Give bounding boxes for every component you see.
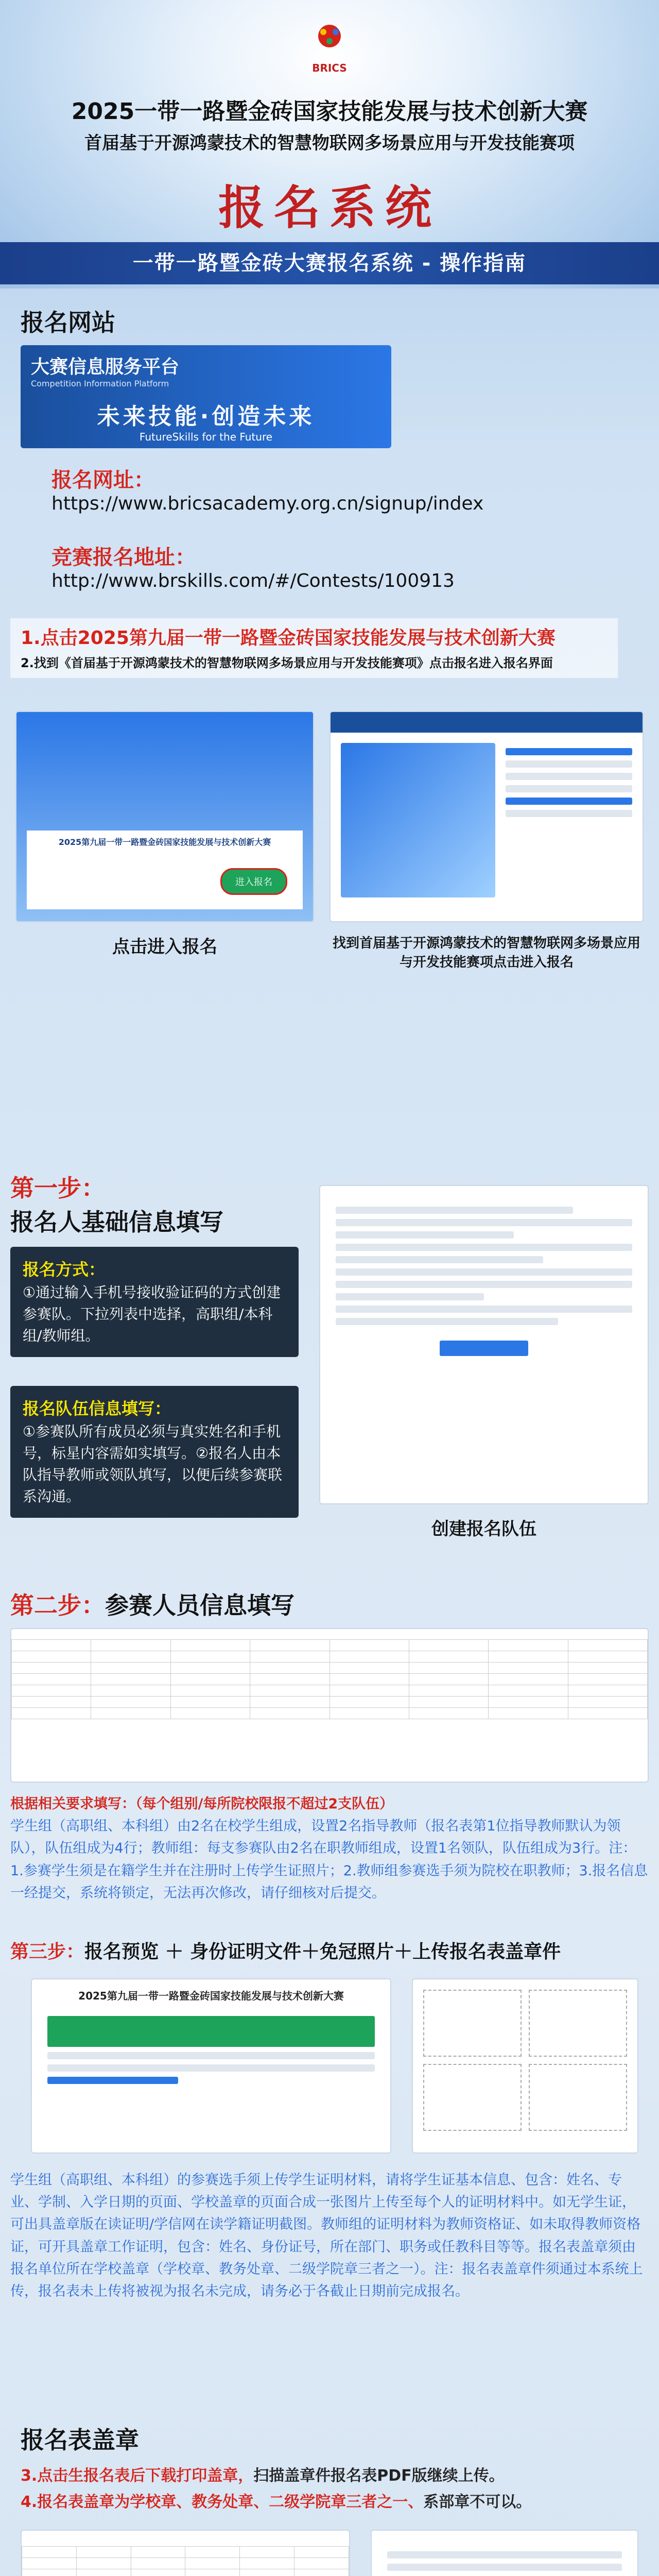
contest-shot-body [27,853,303,909]
upload-proof-body [372,2531,637,2576]
step-two-note-title: 根据相关要求填写：（每个组别/每所院校限报不超过2支队伍） [10,1796,394,1812]
step-one-section [0,1170,659,1582]
upload-proof-screenshot [371,2530,638,2576]
hero-title: 2025一带一路暨金砖国家技能发展与技术创新大赛 [71,98,588,125]
platform-banner [21,345,391,448]
enter-signup-button[interactable]: 进入报名 [220,868,287,895]
website-title: 报名网站 [21,309,115,336]
form-sample-screenshot [21,2530,350,2576]
list-items [506,743,632,897]
stamp-section [0,2421,659,2576]
website-steps [10,618,618,678]
box1-title: 报名方式： [23,1260,106,1279]
stamp-line1b: 扫描盖章件报名表PDF版继续上传。 [253,2467,505,2485]
cert-label: 竞赛报名地址： [51,546,196,569]
step-one-box-1 [10,1247,299,1357]
create-team-form [320,1186,648,1387]
logo-text: BRICS [312,62,347,74]
step-three-note: 学生组（高职组、本科组）的参赛选手须上传学生证明材料，请将学生证基本信息、包含：姓名、专业、学制、入学日期的页面、学校盖章的页面合成一张图片上传至每个人的证明材料中。如无学生证，可出具盖章版在读证明/学信网在读学籍证明截图。教师组的证明材料为教师资格证、如未取得教师资格证，可开具盖章工作证明，包含：姓名、身份证号，所在部门、职务或任教科目等等。报名表盖章须由报名单位所在学校盖章（学校章、教务处章、二级学院章三者之一）。注：报名表盖章件须通过本系统上传，报名表未上传将被视为报名未完成，请务必于各截止日期前完成报名。 [10,2172,643,2299]
hero [0,0,659,289]
banner-sub: Competition Information Platform [31,379,169,388]
stamp-title: 报名表盖章 [21,2426,139,2454]
banner-slogan: 未来技能·创造未来 [97,403,315,430]
stamp-lines [21,2463,649,2515]
cert-url[interactable]: http://www.brskills.com/#/Contests/100913 [51,570,455,591]
step-two-section [0,1587,659,1901]
cert-block [51,541,455,591]
list-body [331,733,643,908]
hero-main-title: 报名系统 [218,181,441,235]
step-two-title: 第二步：参赛人员信息填写 [10,1591,294,1619]
preview-shot-body [32,2016,390,2084]
step-one-box-2 [10,1386,299,1518]
preview-shot-title: 2025第九届一带一路暨金砖国家技能发展与技术创新大赛 [78,1990,344,2002]
website-caption-left: 点击进入报名 [112,937,217,957]
stamp-line2b: 系部章不可以。 [423,2493,532,2511]
guide-band: 一带一路暨金砖大赛报名系统 - 操作指南 [0,242,659,284]
brics-logo [304,21,355,74]
preview-screenshot [31,1978,391,2154]
step-three-title: 第三步：报名预览 ＋ 身份证明文件＋免冠照片＋上传报名表盖章件 [10,1941,561,1962]
website-section [0,299,659,1133]
member-table-screenshot [10,1628,649,1783]
step-three-section [0,1937,659,2401]
list-header [331,712,643,733]
create-team-caption: 创建报名队伍 [431,1519,536,1539]
signup-url[interactable]: https://www.bricsacademy.org.cn/signup/index [51,493,484,514]
step-two-note [10,1793,649,1904]
step-one-title: 第一步： 报名人基础信息填写 [10,1174,223,1236]
step-two-note-text: 学生组（高职组、本科组）由2名在校学生组成，设置2名指导教师（报名表第1位指导教师默认为领队），队伍组成为4行；教师组：每支参赛队由2名在职教师组成，设置1名领队，队伍组成为3行。注：1.参赛学生须是在籍学生并在注册时上传学生证照片；2.教师组参赛选手须为院校在职教师；3.报名信息一经提交，系统将锁定，无法再次修改，请仔细核对后提交。 [10,1818,648,1901]
box1-text: ①通过输入手机号接收验证码的方式创建参赛队。下拉列表中选择，高职组/本科组/教师组。 [23,1284,281,1344]
contest-list-screenshot [330,711,644,922]
create-team-screenshot [319,1185,649,1504]
website-step-2: 2.找到《首届基于开源鸿蒙技术的智慧物联网多场景应用与开发技能赛项》点击报名进入报名界面 [21,655,553,670]
box2-text: ①参赛队所有成员必须与真实姓名和手机号，标星内容需如实填写。②报名人由本队指导教师或领队填写，以便后续参赛联系沟通。 [23,1423,283,1505]
stamp-line1a: 3.点击生报名表后下载打印盖章， [21,2467,254,2485]
hero-subtitle: 首届基于开源鸿蒙技术的智慧物联网多场景应用与开发技能赛项 [84,133,575,154]
signup-block [51,464,483,514]
website-step-1: 1.点击2025第九届一带一路暨金砖国家技能发展与技术创新大赛 [21,628,556,649]
contest-screenshot [15,711,314,922]
upload-screenshot [412,1978,638,2154]
contest-shot-title: 2025第九届一带一路暨金砖国家技能发展与技术创新大赛 [27,831,303,853]
website-caption-right: 找到首届基于开源鸿蒙技术的智慧物联网多场景应用与开发技能赛项点击进入报名 [332,936,640,970]
box2-title: 报名队伍信息填写： [23,1399,171,1418]
upload-grid [413,1979,637,2141]
banner-top: 大赛信息服务平台 [31,357,180,378]
signup-label: 报名网址： [51,468,154,492]
stamp-line2a: 4.报名表盖章为学校章、教务处章、二级学院章三者之一、 [21,2493,424,2511]
list-banner [341,743,495,897]
banner-en: FutureSkills for the Future [139,431,273,443]
